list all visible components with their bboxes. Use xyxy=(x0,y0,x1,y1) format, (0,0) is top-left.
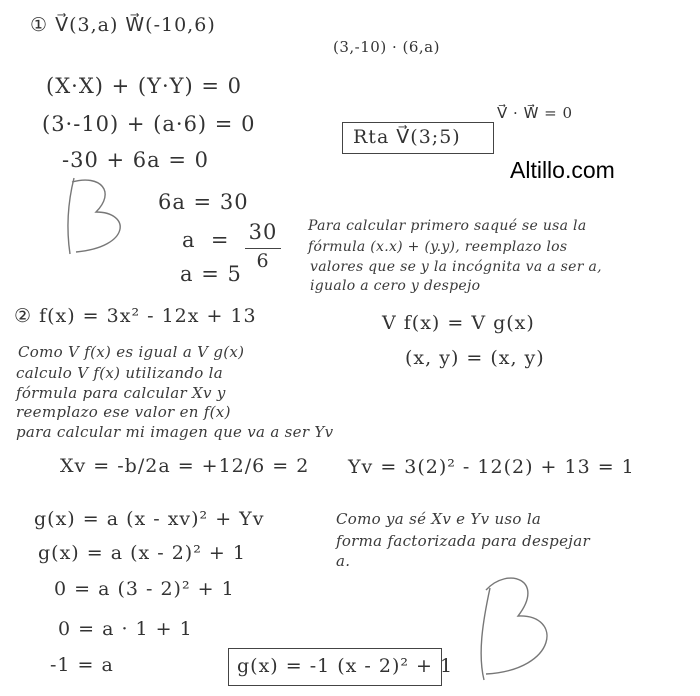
problem1-step-5-lhs: a = xyxy=(182,228,230,252)
problem2-header: ② f(x) = 3x² - 12x + 13 xyxy=(14,305,257,327)
fraction-numerator: 30 xyxy=(248,220,278,244)
explanation-2-line-5: para calcular mi imagen que va a ser Yv xyxy=(16,423,334,441)
explanation-2-line-4: reemplazo ese valor en f(x) xyxy=(16,403,231,421)
vertex-equation: V f(x) = V g(x) xyxy=(382,312,535,334)
answer-1: Rta V⃗(3;5) xyxy=(353,126,461,148)
note-2-line-3: a. xyxy=(336,552,351,570)
explanation-1-line-2: fórmula (x.x) + (y.y), reemplazo los xyxy=(308,239,568,255)
explanation-2-line-1: Como V f(x) es igual a V g(x) xyxy=(18,343,245,361)
problem1-header: ① V⃗(3,a) W⃗(-10,6) xyxy=(30,14,216,36)
xv-formula: Xv = -b/2a = +12/6 = 2 xyxy=(60,455,310,477)
watermark: Altillo.com xyxy=(510,157,615,183)
explanation-2-line-2: calculo V f(x) utilizando la xyxy=(16,364,224,382)
problem2-step-1: g(x) = a (x - xv)² + Yv xyxy=(34,508,265,530)
heart-doodle-icon xyxy=(468,570,558,685)
dot-product-note: V⃗ · W⃗ = 0 xyxy=(497,104,573,122)
problem1-step-3: -30 + 6a = 0 xyxy=(62,148,209,172)
explanation-1-line-4: igualo a cero y despejo xyxy=(310,278,481,294)
note-2-line-1: Como ya sé Xv e Yv uso la xyxy=(336,510,542,528)
note-2-line-2: forma factorizada para despejar xyxy=(336,532,590,550)
problem2-step-5: -1 = a xyxy=(50,654,114,676)
problem1-step-6: a = 5 xyxy=(180,262,242,286)
problem2-step-4: 0 = a · 1 + 1 xyxy=(58,618,193,640)
problem1-pair-note: (3,-10) · (6,a) xyxy=(333,38,440,56)
problem1-step-1: (X·X) + (Y·Y) = 0 xyxy=(46,74,243,98)
answer-box-2 xyxy=(228,648,454,686)
problem2-step-2: g(x) = a (x - 2)² + 1 xyxy=(38,542,246,564)
problem1-step-4: 6a = 30 xyxy=(158,190,249,214)
explanation-1-line-1: Para calcular primero saqué se usa la xyxy=(308,218,587,234)
problem1-step-2: (3·-10) + (a·6) = 0 xyxy=(42,112,256,136)
heart-doodle-icon xyxy=(56,172,136,262)
yv-formula: Yv = 3(2)² - 12(2) + 13 = 1 xyxy=(348,456,635,478)
fraction-denominator: 6 xyxy=(256,250,270,272)
fraction-bar xyxy=(245,248,281,249)
answer-2: g(x) = -1 (x - 2)² + 1 xyxy=(237,655,454,677)
explanation-1-line-3: valores que se y la incógnita va a ser a, xyxy=(310,259,602,275)
explanation-2-line-3: fórmula para calcular Xv y xyxy=(16,384,226,402)
xy-equation: (x, y) = (x, y) xyxy=(405,347,545,369)
answer-box-1 xyxy=(342,122,494,154)
problem2-step-3: 0 = a (3 - 2)² + 1 xyxy=(54,578,235,600)
